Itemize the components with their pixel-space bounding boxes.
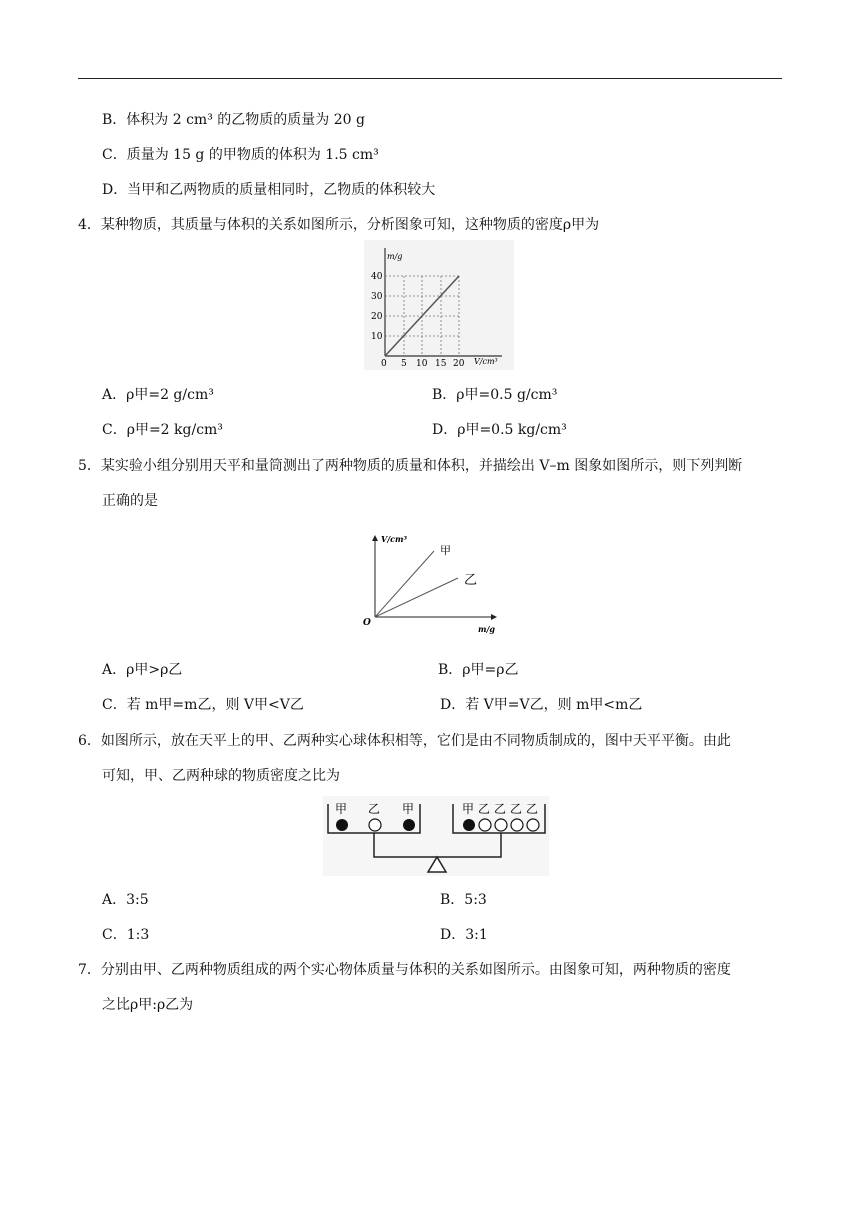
q4-option-a: A．ρ甲=2 g/cm³ [102,387,214,403]
q5-stem-line2: 正确的是 [102,493,158,509]
q3-option-d: D．当甲和乙两物质的质量相同时，乙物质的体积较大 [102,182,436,198]
q6-label: 乙 [478,802,491,816]
q5-option-b: B．ρ甲=ρ乙 [438,662,519,678]
q6-stem-line2: 可知，甲、乙两种球的物质密度之比为 [102,768,340,784]
q5-line-jia [375,551,434,617]
q5-option-a: A．ρ甲>ρ乙 [102,662,183,678]
q6-ball-yi [495,819,507,831]
q5-stem-line1: 5．某实验小组分别用天平和量筒测出了两种物质的质量和体积，并描绘出 V–m 图象如图所示，则下列判断 [78,458,743,474]
q5-option-d: D．若 V甲=V乙，则 m甲<m乙 [440,697,643,713]
q6-stem-line1: 6．如图所示，放在天平上的甲、乙两种实心球体积相等，它们是由不同物质制成的，图中天平平衡。由此 [78,733,731,749]
q7-stem-line2: 之比ρ甲:ρ乙为 [102,997,194,1013]
q4-x-tick: 15 [435,359,447,369]
q6-option-c: C．1:3 [102,927,150,943]
q6-ball-yi [511,819,523,831]
q3-option-b: B．体积为 2 cm³ 的乙物质的质量为 20 g [102,112,365,128]
q6-ball-yi [527,819,539,831]
q6-label: 乙 [526,802,539,816]
q6-ball-yi [479,819,491,831]
header-rule [78,78,782,79]
q6-option-b: B．5:3 [440,892,487,908]
q6-balance-figure [323,796,549,876]
q5-series-label-yi: 乙 [464,573,478,588]
q6-ball-jia [403,819,415,831]
q6-ball-jia [463,819,475,831]
q4-x-tick: 10 [416,359,428,369]
q6-ball-jia [336,819,348,831]
q3-option-c: C．质量为 15 g 的甲物质的体积为 1.5 cm³ [102,147,379,163]
q5-series-label-jia: 甲 [440,544,451,557]
q7-stem-line1: 7．分别由甲、乙两种物质组成的两个实心物体质量与体积的关系如图所示。由图象可知，两种物质的密度 [78,962,731,978]
q4-option-d: D．ρ甲=0.5 kg/cm³ [432,422,567,438]
q5-line-yi [375,578,458,617]
q4-y-axis-label: m/g [387,252,403,261]
q4-y-tick: 30 [371,292,383,302]
q6-label: 甲 [402,802,415,816]
q4-y-tick: 10 [371,332,383,342]
q5-origin-label: O [363,618,371,628]
q6-option-a: A．3:5 [102,892,149,908]
q6-label: 乙 [494,802,507,816]
q4-x-tick: 20 [453,359,465,369]
q4-option-b: B．ρ甲=0.5 g/cm³ [432,387,558,403]
q4-y-tick: 20 [371,312,383,322]
q5-x-axis-label: m/g [478,624,495,634]
q6-label: 甲 [335,802,348,816]
q6-label: 乙 [368,802,381,816]
q4-option-c: C．ρ甲=2 kg/cm³ [102,422,223,438]
q4-mass-volume-graph [364,240,514,370]
q4-y-tick: 40 [371,272,383,282]
q6-label: 乙 [510,802,523,816]
q4-x-tick: 5 [401,359,407,369]
q5-y-axis-label: V/cm³ [381,534,407,544]
q4-x-axis-label: V/cm³ [474,357,498,366]
q4-stem: 4．某种物质，其质量与体积的关系如图所示，分析图象可知，这种物质的密度ρ甲为 [78,217,600,233]
q5-option-c: C．若 m甲=m乙，则 V甲<V乙 [102,697,304,713]
q6-ball-yi [369,819,381,831]
q6-option-d: D．3:1 [440,927,488,943]
q6-label: 甲 [462,802,475,816]
q5-v-m-graph [360,530,510,640]
q4-x-tick: 0 [381,359,387,369]
